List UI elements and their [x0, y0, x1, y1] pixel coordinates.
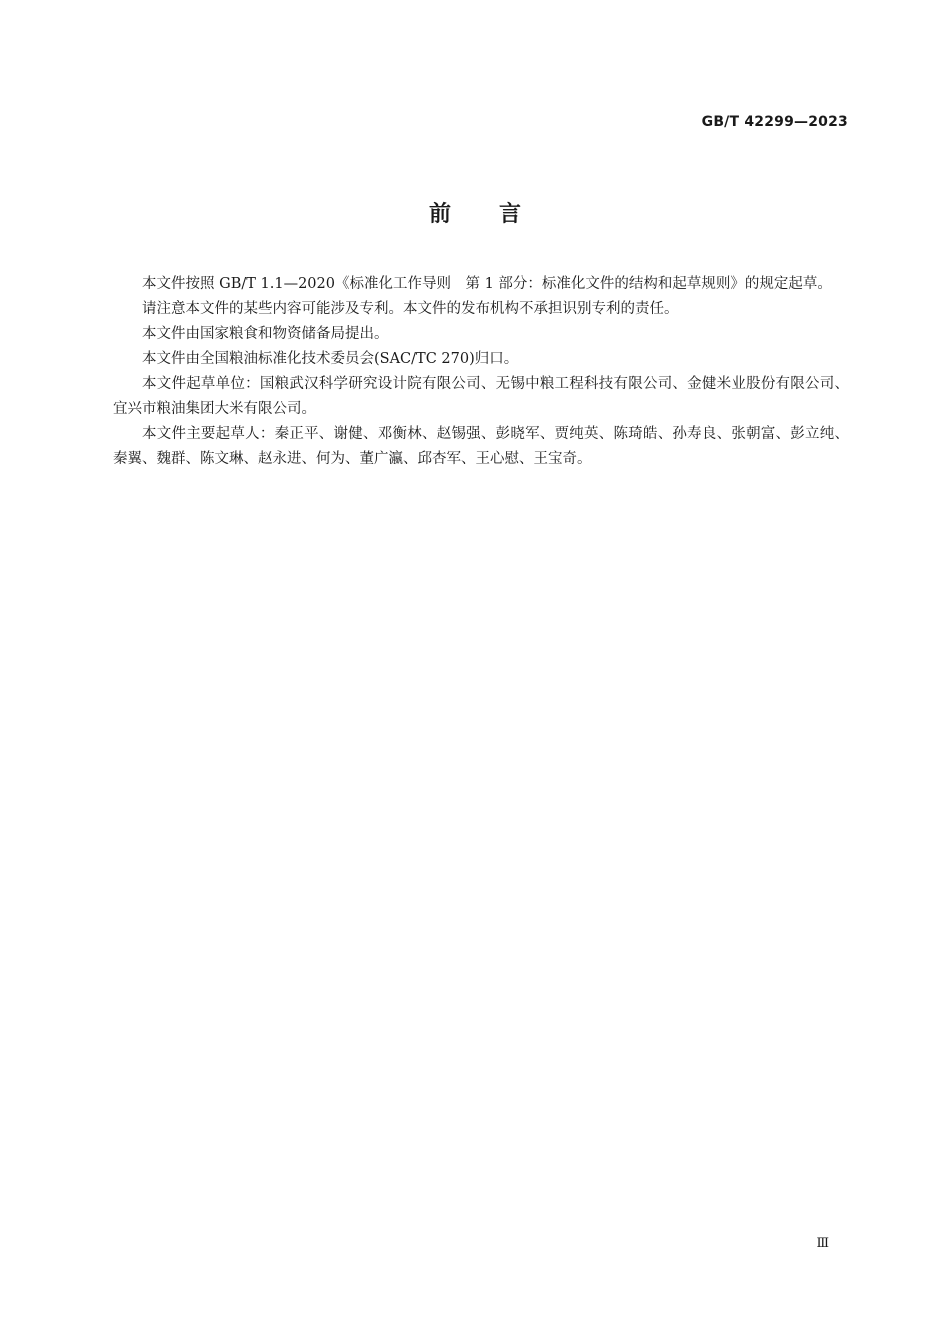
paragraph-proposed-by: 本文件由国家粮食和物资储备局提出。: [142, 326, 389, 342]
page-number: Ⅲ: [816, 1236, 829, 1251]
paragraph-drafting-organizations: 本文件起草单位：国粮武汉科学研究设计院有限公司、无锡中粮工程科技有限公司、金健米业股份有限公司、宜兴市粮油集团大米有限公司。: [113, 376, 849, 417]
paragraph-under-jurisdiction: 本文件由全国粮油标准化技术委员会(SAC/TC 270)归口。: [142, 351, 519, 367]
standard-number: GB/T 42299—2023: [701, 114, 848, 130]
paragraph-main-drafters: 本文件主要起草人：秦正平、谢健、邓衡林、赵锡强、彭晓军、贾纯英、陈琦皓、孙寿良、张朝富、彭立纯、秦翼、魏群、陈文琳、赵永进、何为、董广瀛、邱杏军、王心慰、王宝奇。: [113, 426, 849, 467]
paragraph-drafting-rules: 本文件按照 GB/T 1.1—2020《标准化工作导则 第 1 部分：标准化文件的结构和起草规则》的规定起草。: [142, 276, 832, 292]
page-title: 前言: [428, 202, 569, 227]
paragraph-patent-notice: 请注意本文件的某些内容可能涉及专利。本文件的发布机构不承担识别专利的责任。: [142, 301, 679, 317]
foreword-body: [113, 272, 849, 472]
